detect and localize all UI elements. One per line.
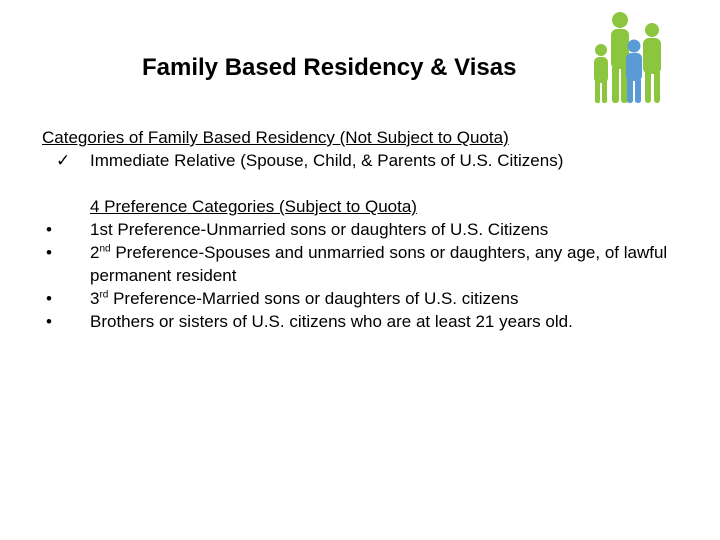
section-heading-not-subject-to-quota: Categories of Family Based Residency (Not Subject to Quota) — [42, 128, 509, 147]
list-item-text — [90, 287, 692, 310]
list-item — [42, 310, 692, 333]
list-item-rest: Preference-Married sons or daughters of U.S. citizens — [108, 289, 519, 308]
checkmark-icon: ✓ — [56, 151, 71, 170]
list-item-text — [90, 241, 692, 287]
list-item-rest: Preference-Spouses and unmarried sons or daughters, any age, of lawful permanent resident — [90, 243, 668, 285]
ordinal-suffix: rd — [99, 289, 109, 301]
list-item — [42, 241, 692, 287]
list-item-text: 1st Preference-Unmarried sons or daughters of U.S. Citizens — [90, 220, 549, 239]
bullet-icon: • — [46, 289, 52, 308]
list-item — [42, 287, 692, 310]
ordinal-number: 2 — [90, 243, 100, 262]
list-item-text: Brothers or sisters of U.S. citizens who are at least 21 years old. — [90, 312, 573, 331]
spacer — [42, 172, 692, 195]
slide-title: Family Based Residency & Visas — [142, 54, 517, 81]
list-item-text: Immediate Relative (Spouse, Child, & Parents of U.S. Citizens) — [90, 151, 564, 170]
bullet-icon: • — [46, 220, 52, 239]
slide-body — [42, 126, 692, 333]
list-item — [42, 149, 692, 172]
family-group-icon — [590, 10, 674, 106]
section-heading-subject-to-quota: 4 Preference Categories (Subject to Quota) — [90, 197, 417, 216]
ordinal-number: 3 — [90, 289, 100, 308]
ordinal-suffix: nd — [99, 243, 111, 255]
list-item — [42, 218, 692, 241]
bullet-icon: • — [46, 312, 52, 331]
bullet-icon: • — [46, 243, 52, 262]
preference-heading-row — [42, 195, 692, 218]
